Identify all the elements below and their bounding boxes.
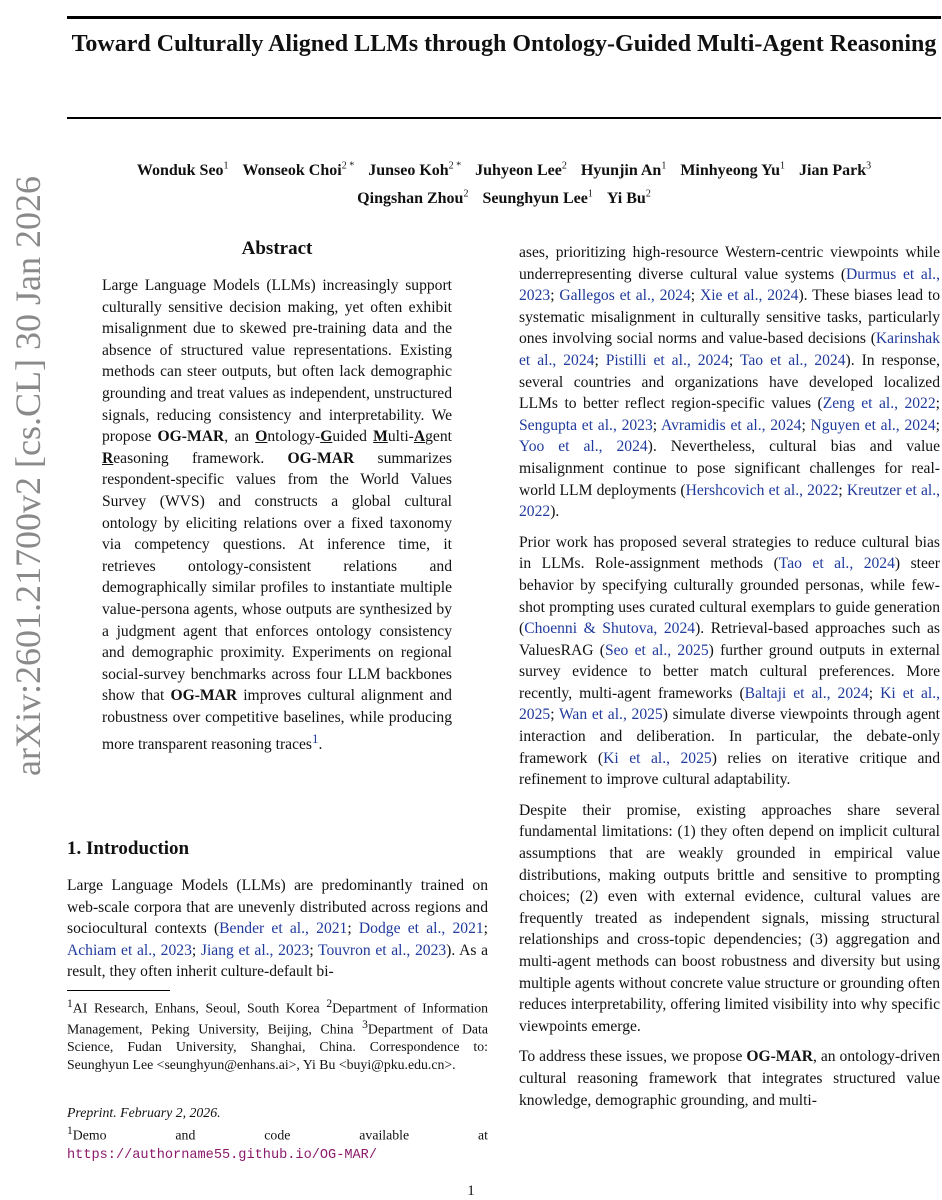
text-run: ulti-	[387, 428, 414, 446]
text-run: gent	[425, 428, 452, 446]
affiliation-mark: 3	[362, 1019, 368, 1032]
text-run: .	[318, 736, 323, 754]
title-rule-top	[67, 16, 941, 19]
citation-link[interactable]: Tao et al., 2024	[778, 555, 895, 573]
intro-paragraph	[519, 1046, 940, 1111]
intro-paragraph	[67, 875, 488, 983]
citation-link[interactable]: Dodge et al., 2021	[358, 920, 484, 938]
text-run: , an ontology-driven cultural reasoning framework that integrates structured value knowledge, demographic grounding, and multi-	[519, 1048, 941, 1109]
citation-link[interactable]: Bender et al., 2021	[219, 920, 348, 938]
citation-link[interactable]: Durmus et al., 2023	[519, 265, 940, 305]
citation-link[interactable]: Avramidis et al., 2024	[661, 416, 802, 434]
citation-link[interactable]: Yoo et al., 2024	[519, 438, 648, 456]
author	[680, 162, 785, 179]
author	[137, 162, 229, 179]
author-affiliation-mark: 2	[463, 188, 469, 200]
author-affiliation-mark: 2	[561, 161, 567, 172]
author-name: Jian Park	[799, 162, 867, 180]
text-run: ntology-	[267, 428, 321, 446]
author-name: Juhyeon Lee	[475, 162, 562, 180]
text-run: ;	[690, 287, 700, 305]
text-run: ;	[191, 941, 201, 959]
author-affiliation-mark: 2 *	[448, 161, 462, 172]
author-affiliation-mark: 2	[645, 188, 651, 200]
text-run: ;	[935, 416, 940, 434]
citation-link[interactable]: Tao et al., 2024	[739, 351, 846, 369]
text-run: ) relies on iterative critique and refinement to improve cultural adaptability.	[519, 749, 940, 789]
author	[607, 190, 651, 207]
text-run: ). As a result, they often inherit culture-default bi-	[67, 941, 488, 981]
citation-link[interactable]: Gallegos et al., 2024	[559, 287, 691, 305]
text-run: AI Research, Enhans, Seoul, South Korea	[72, 1000, 327, 1016]
text-run: To address these issues, we propose	[519, 1048, 747, 1066]
paper-title: Toward Culturally Aligned LLMs through Ontology-Guided Multi-Agent Reasoning	[71, 31, 937, 57]
text-run: Department of Information Management, Peking University, Beijing, China	[67, 1000, 489, 1037]
text-run: ;	[347, 920, 359, 938]
text-run: Large Language Models (LLMs) are predominantly trained on web-scale corpora that are unevenly distributed across regions and sociocultural contexts (	[67, 877, 488, 938]
text-run: ;	[309, 941, 319, 959]
author-name: Minhyeong Yu	[680, 162, 781, 180]
text-run: ). Nevertheless, cultural bias and value misalignment continue to pose significant challenges for real-world LLM deployments (	[519, 438, 941, 499]
footnote-link[interactable]: 1	[312, 731, 319, 747]
text-run: ;	[728, 351, 740, 369]
acronym-letter: G	[320, 428, 333, 446]
text-run: ) steer behavior by specifying culturally grounded personas, while few-shot prompting uses curated cultural exemplars to guide generation (	[519, 555, 941, 638]
section-heading-introduction: 1. Introduction	[67, 838, 190, 859]
affiliation-mark: 1	[67, 998, 73, 1010]
method-name: OG-MAR	[157, 428, 225, 446]
author	[243, 162, 355, 179]
citation-link[interactable]: Achiam et al., 2023	[67, 941, 192, 959]
author	[799, 162, 871, 179]
method-name: OG-MAR	[287, 449, 355, 467]
text-run: ;	[550, 706, 559, 724]
text-run: Demo and code available at	[72, 1127, 488, 1143]
text-run: ;	[652, 416, 662, 434]
title-rule-bottom	[67, 117, 941, 119]
citation-link[interactable]: Xie et al., 2024	[699, 287, 799, 305]
acronym-letter: O	[255, 428, 268, 446]
text-run: ;	[594, 351, 606, 369]
affiliation-mark: 2	[326, 998, 333, 1010]
acronym-letter: R	[102, 449, 114, 467]
text-run: ). These biases lead to systematic misalignment in culturally sensitive tasks, particularly ones involving social norms and value-based decisions (	[519, 287, 941, 348]
citation-link[interactable]: Zeng et al., 2022	[822, 395, 936, 413]
author-list	[67, 155, 941, 210]
arxiv-identifier-stamp: arXiv:2601.21700v2 [cs.CL] 30 Jan 2026	[8, 176, 48, 776]
affiliation-footnote	[67, 996, 488, 1073]
citation-link[interactable]: Hershcovich et al., 2022	[685, 481, 839, 499]
acronym-letter: M	[373, 428, 388, 446]
author-affiliation-mark: 2 *	[341, 161, 355, 172]
citation-link[interactable]: Wan et al., 2025	[558, 706, 663, 724]
right-column	[519, 242, 940, 1120]
citation-link[interactable]: Touvron et al., 2023	[318, 941, 447, 959]
text-run: easoning framework.	[113, 449, 288, 467]
method-name: OG-MAR	[170, 687, 238, 705]
footnote-separator	[67, 990, 170, 991]
author-affiliation-mark: 1	[780, 161, 786, 172]
citation-link[interactable]: Sengupta et al., 2023	[519, 416, 653, 434]
text-run: summarizes respondent-specific values from the World Values Survey (WVS) and constructs a global cultural ontology by eliciting relations over a fixed taxonomy via competency questions. At inference time, it retrieves ontology-consistent relations and demographically similar profiles to instantiate multiple value-persona agents, whose outputs are synthesized by a judgment agent that enforces ontology consistency and demographic proximity. Experiments on regional social-survey benchmarks across four LLM backbones show that	[102, 449, 452, 705]
author	[581, 162, 666, 179]
intro-paragraph	[519, 242, 940, 523]
author	[368, 162, 461, 179]
page-number: 1	[467, 1183, 475, 1199]
author	[475, 162, 567, 179]
author-name: Qingshan Zhou	[357, 189, 464, 207]
acronym-letter: A	[413, 428, 426, 446]
footnote-mark: 1	[67, 1125, 73, 1137]
citation-link[interactable]: Karinshak et al., 2024	[519, 330, 940, 369]
citation-link[interactable]: Baltaji et al., 2024	[744, 684, 869, 702]
text-run: ;	[801, 416, 811, 434]
text-run: , an	[224, 428, 256, 446]
author	[482, 190, 592, 207]
citation-link[interactable]: Pistilli et al., 2024	[605, 351, 729, 369]
text-run: ) simulate diverse viewpoints through agent interaction and deliberation. In particular, the debate-only framework (	[519, 706, 941, 767]
text-run: Prior work has proposed several strategies to reduce cultural bias in LLMs. Role-assignment methods (	[519, 533, 940, 573]
text-run: ;	[483, 920, 489, 938]
author-name: Wonseok Choi	[242, 162, 342, 180]
text-run: ;	[838, 481, 847, 499]
text-run: improves cultural alignment and robustness over competitive baselines, while producing more transparent reasoning traces	[102, 687, 452, 754]
text-run: Department of Data Science, Fudan University, Shanghai, China. Correspondence to: Seunghyun Lee <seunghyun@enhans.ai>, Yi Bu <buyi@pku.edu.cn>.	[67, 1021, 488, 1072]
citation-link[interactable]: Ki et al., 2025	[603, 749, 712, 767]
method-name: OG-MAR	[746, 1048, 814, 1066]
intro-paragraph: Despite their promise, existing approaches share several fundamental limitations: (1) they often depend on implicit cultural assumptions that are weakly grounded in empirical value distributions, making outputs brittle and sensitive to prompting choices; (2) even with external evidence, cultural values are frequently treated as independent signals, missing structural relationships and cross-topic dependencies; (3) aggregation and multi-agent methods can boost robustness and diversity but using multiple agents without concrete value structure or grounding often reduces interpretability, offering limited visibility into why specific viewpoints emerge.	[519, 801, 940, 1035]
text-run: ;	[935, 395, 940, 413]
citation-link[interactable]: Nguyen et al., 2024	[810, 416, 936, 434]
author-affiliation-mark: 1	[587, 188, 593, 200]
text-run: ;	[550, 287, 560, 305]
author-name: Yi Bu	[606, 189, 646, 207]
text-run: ases, prioritizing high-resource Western-centric viewpoints while underrepresenting diverse cultural value systems (	[519, 244, 940, 283]
intro-paragraph	[519, 532, 940, 791]
text-run: uided	[332, 428, 374, 446]
author-affiliation-mark: 1	[223, 161, 229, 172]
text-run: ;	[868, 684, 881, 702]
demo-url-link[interactable]: https://authorname55.github.io/OG-MAR/	[67, 1147, 377, 1163]
text-run: ).	[550, 503, 560, 521]
citation-link[interactable]: Ki et al., 2025	[519, 684, 940, 724]
abstract-text	[102, 275, 452, 756]
author-name: Junseo Koh	[368, 162, 449, 180]
author-affiliation-mark: 3	[866, 161, 872, 172]
citation-link[interactable]: Jiang et al., 2023	[200, 941, 310, 959]
preprint-footnote	[67, 1104, 488, 1165]
author-name: Seunghyun Lee	[482, 189, 588, 207]
citation-link[interactable]: Kreutzer et al., 2022	[519, 481, 940, 521]
citation-link[interactable]: Choenni & Shutova, 2024	[524, 620, 696, 638]
citation-link[interactable]: Seo et al., 2025	[604, 641, 709, 659]
text-run: ). Retrieval-based approaches such as ValuesRAG (	[519, 620, 940, 659]
author	[357, 190, 468, 207]
text-run: Large Language Models (LLMs) increasingly support culturally sensitive decision making, yet often exhibit misalignment due to skewed pre-training data and the absence of structured value representations. Existing methods can steer outputs, but often lack demographic grounding and treat values as independent, unstructured signals, reducing consistency and interpretability. We propose	[102, 277, 452, 446]
abstract-heading: Abstract	[241, 238, 313, 259]
author-name: Wonduk Seo	[136, 162, 224, 180]
preprint-date: Preprint. February 2, 2026.	[67, 1105, 221, 1120]
author-name: Hyunjin An	[580, 162, 662, 180]
text-run: ) further ground outputs in external survey evidence to better match cultural preferences. More recently, multi-agent frameworks (	[519, 641, 940, 702]
author-affiliation-mark: 1	[661, 161, 667, 172]
text-run: ). In response, several countries and organizations have developed localized LLMs to better reflect region-specific values (	[519, 351, 941, 413]
